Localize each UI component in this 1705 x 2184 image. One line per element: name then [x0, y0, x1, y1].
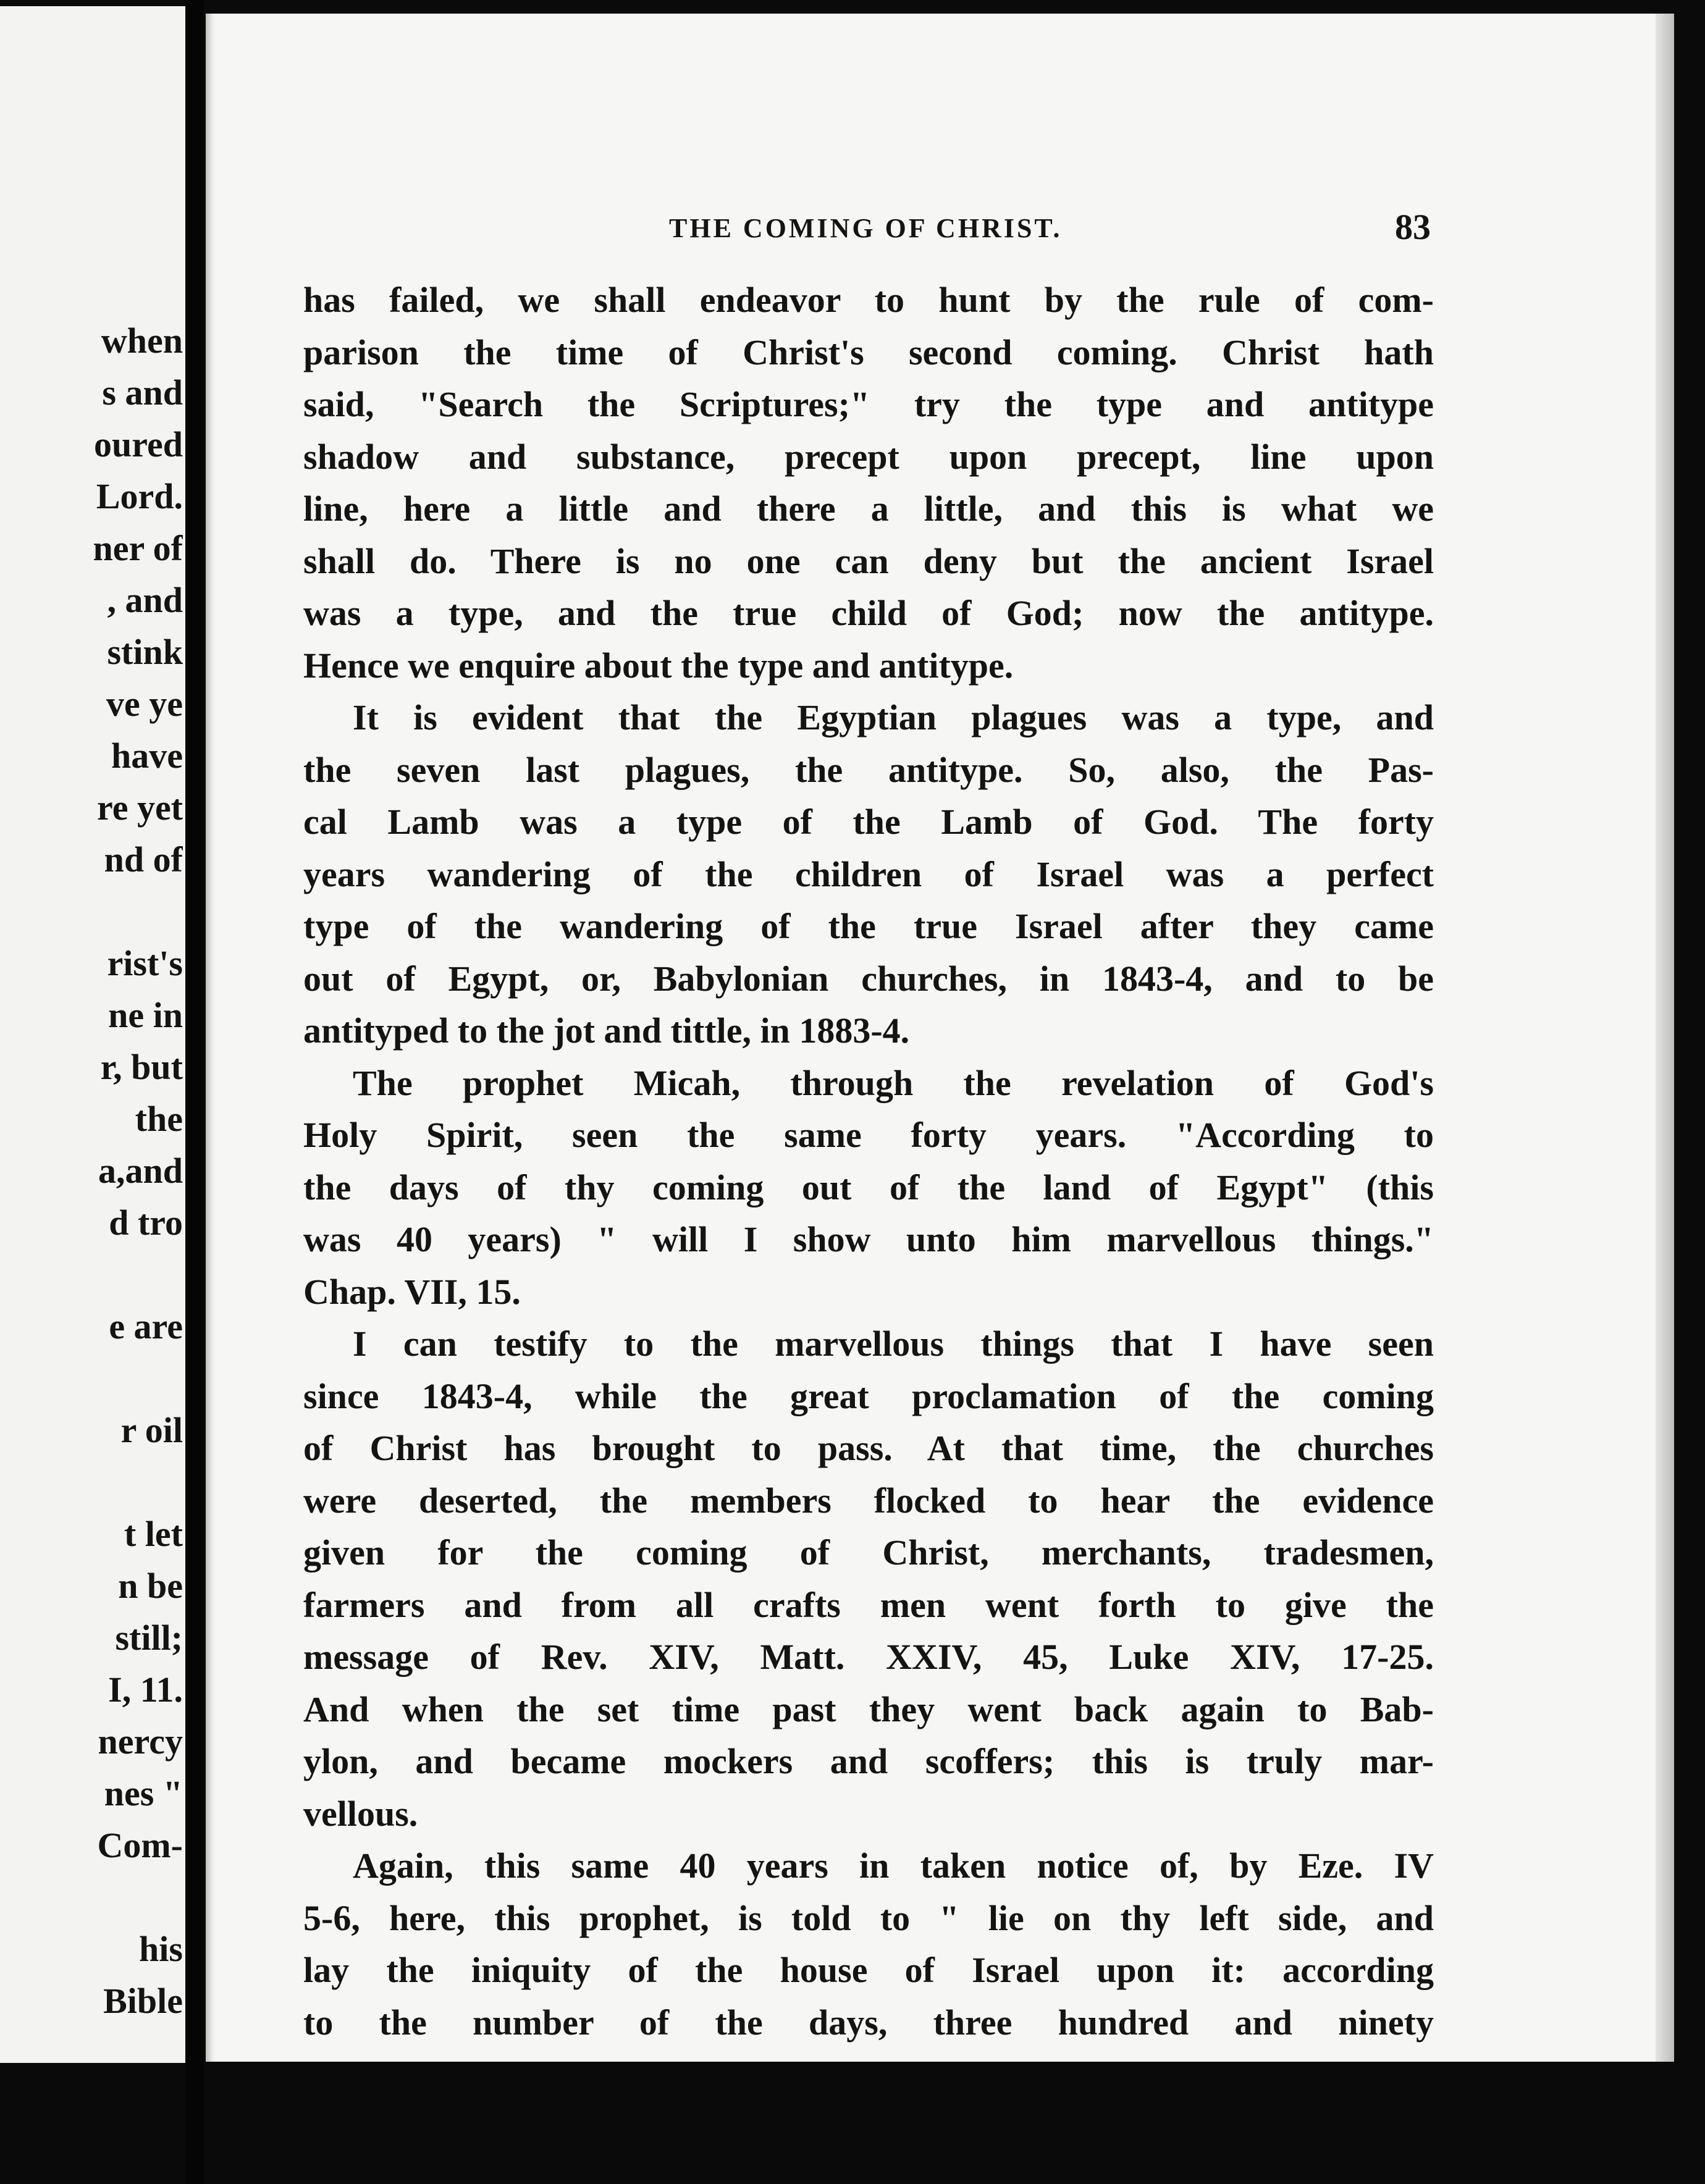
text-line: the days of thy coming out of the land of Egypt" (this	[303, 1167, 1434, 1208]
left-line: stink	[107, 632, 183, 672]
left-line	[0, 1249, 183, 1301]
text-line: Chap. VII, 15.	[303, 1271, 521, 1312]
text-line: message of Rev. XIV, Matt. XXIV, 45, Luke XIV, 17-25.	[303, 1637, 1434, 1677]
page-edge-shadow	[1656, 14, 1674, 2062]
text-line: lay the iniquity of the house of Israel upon it: according	[303, 1950, 1434, 1990]
page-number: 83	[1395, 207, 1431, 247]
left-line: have	[111, 736, 183, 776]
left-line: still;	[115, 1618, 183, 1658]
left-line: Bible	[103, 1981, 183, 2021]
left-page-text	[0, 315, 183, 2027]
text-line: 5-6, here, this prophet, is told to " lie on thy left side, and	[303, 1897, 1434, 1938]
text-line: antityped to the jot and tittle, in 1883-4.	[303, 1010, 910, 1051]
book-gutter	[185, 0, 204, 2184]
left-line	[0, 1456, 183, 1508]
left-line: the	[135, 1099, 183, 1139]
text-line: Hence we enquire about the type and antitype.	[303, 645, 1014, 686]
left-line: I, 11.	[108, 1670, 183, 1710]
paragraph-start: The prophet Micah, through the revelation of God's	[353, 1062, 1434, 1103]
left-line: r, but	[100, 1047, 183, 1087]
text-line: line, here a little and there a little, and this is what we	[303, 489, 1434, 529]
left-line: s and	[102, 372, 183, 413]
left-line: n be	[118, 1566, 183, 1606]
text-line: the seven last plagues, the antitype. So, also, the Pas-	[303, 749, 1434, 790]
text-line: since 1843-4, while the great proclamation of the coming	[303, 1376, 1434, 1416]
text-line: said, "Search the Scriptures;" try the type and antitype	[303, 384, 1434, 424]
text-line: were deserted, the members flocked to hear the evidence	[303, 1480, 1434, 1521]
text-line: Holy Spirit, seen the same forty years. "According to	[303, 1115, 1434, 1155]
left-line: t let	[124, 1514, 183, 1554]
left-line: e are	[109, 1306, 183, 1346]
text-line: out of Egypt, or, Babylonian churches, in 1843-4, and to be	[303, 958, 1434, 999]
paragraph-start: It is evident that the Egyptian plagues was a type, and	[353, 697, 1434, 737]
paragraph-start: Again, this same 40 years in taken notice of, by Eze. IV	[353, 1846, 1434, 1886]
text-line: has failed, we shall endeavor to hunt by the rule of com-	[303, 280, 1434, 320]
text-line: farmers and from all crafts men went forth to give the	[303, 1584, 1434, 1625]
text-line: ylon, and became mockers and scoffers; this is truly mar-	[303, 1741, 1434, 1781]
text-line: shadow and substance, precept upon precept, line upon	[303, 436, 1434, 477]
right-page	[206, 14, 1674, 2062]
running-title: THE COMING OF CHRIST.	[669, 213, 1063, 243]
left-line: d tro	[109, 1203, 183, 1243]
left-line: nes "	[104, 1773, 183, 1813]
page-header	[206, 206, 1674, 259]
text-line: given for the coming of Christ, merchants, tradesmen,	[303, 1532, 1434, 1573]
left-line: r oil	[120, 1410, 183, 1450]
left-line: nd of	[104, 839, 183, 880]
text-line: of Christ has brought to pass. At that time, the churches	[303, 1428, 1434, 1468]
text-line: parison the time of Christ's second coming. Christ hath	[303, 332, 1434, 372]
text-line: was a type, and the true child of God; now the antitype.	[303, 593, 1434, 633]
left-line: when	[101, 321, 183, 361]
text-line: to the number of the days, three hundred and ninety	[303, 2002, 1434, 2043]
text-line: cal Lamb was a type of the Lamb of God. The forty	[303, 802, 1434, 842]
left-line	[0, 1871, 183, 1923]
paragraph-start: I can testify to the marvellous things that I have seen	[353, 1324, 1434, 1364]
left-line	[0, 1353, 183, 1405]
body-text	[303, 274, 1434, 2049]
left-line: a,and	[98, 1151, 183, 1191]
left-line: Com-	[97, 1825, 183, 1865]
left-page-fragment	[0, 6, 185, 2063]
text-line: type of the wandering of the true Israel after they came	[303, 906, 1434, 946]
left-line: nercy	[98, 1721, 183, 1762]
text-line: vellous.	[303, 1793, 418, 1834]
left-line: re yet	[97, 788, 183, 828]
left-line: his	[139, 1929, 183, 1969]
left-line: , and	[107, 580, 183, 620]
text-line: And when the set time past they went back again to Bab-	[303, 1689, 1434, 1729]
left-line: Lord.	[96, 476, 183, 516]
text-line: shall do. There is no one can deny but the ancient Israel	[303, 540, 1434, 581]
left-line: ner of	[93, 528, 183, 568]
text-line: years wandering of the children of Israel was a perfect	[303, 854, 1434, 894]
left-line: ve ye	[106, 684, 183, 724]
text-line: was 40 years) " will I show unto him marvellous things."	[303, 1219, 1434, 1259]
left-line: rist's	[107, 943, 183, 983]
left-line: oured	[94, 424, 183, 464]
left-line: ne in	[108, 995, 183, 1035]
left-line	[0, 886, 183, 938]
